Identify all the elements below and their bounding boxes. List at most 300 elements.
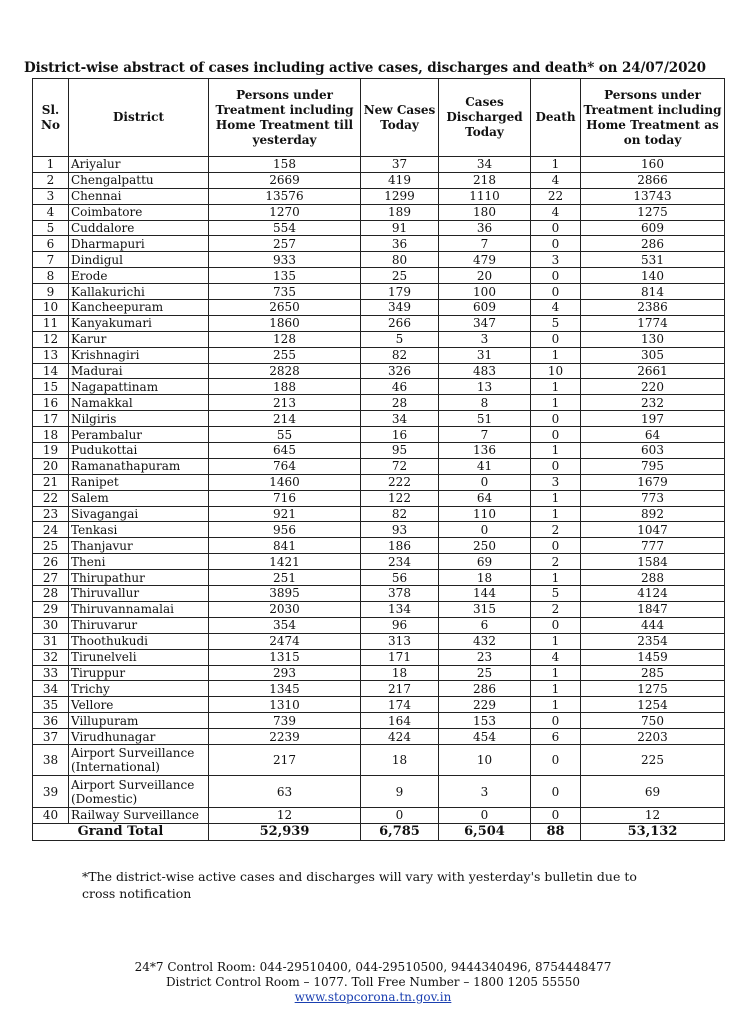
persons-today-cell: 531: [581, 252, 725, 268]
discharged-cell: 51: [439, 411, 531, 427]
persons-yesterday-cell: 1860: [209, 315, 361, 331]
discharged-cell: 31: [439, 347, 531, 363]
sl-no-cell: 4: [33, 204, 69, 220]
new-cases-cell: 36: [361, 236, 439, 252]
persons-yesterday-cell: 1421: [209, 554, 361, 570]
new-cases-cell: 93: [361, 522, 439, 538]
total-today: 53,132: [581, 823, 725, 840]
district-cell: Thiruvallur: [69, 586, 209, 602]
sl-no-cell: 8: [33, 268, 69, 284]
new-cases-cell: 122: [361, 490, 439, 506]
sl-no-cell: 32: [33, 649, 69, 665]
death-cell: 5: [531, 315, 581, 331]
district-cell: Sivagangai: [69, 506, 209, 522]
death-cell: 1: [531, 490, 581, 506]
discharged-cell: 1110: [439, 188, 531, 204]
death-cell: 10: [531, 363, 581, 379]
discharged-cell: 100: [439, 284, 531, 300]
persons-yesterday-cell: 3895: [209, 586, 361, 602]
persons-yesterday-cell: 63: [209, 776, 361, 808]
sl-no-cell: 28: [33, 586, 69, 602]
persons-today-cell: 12: [581, 807, 725, 823]
discharged-cell: 13: [439, 379, 531, 395]
district-cell: Tirunelveli: [69, 649, 209, 665]
death-cell: 4: [531, 204, 581, 220]
district-cell: Thanjavur: [69, 538, 209, 554]
grand-total-label: Grand Total: [33, 823, 209, 840]
table-row: [33, 379, 725, 395]
sl-no-cell: 23: [33, 506, 69, 522]
district-cell: Thiruvarur: [69, 617, 209, 633]
total-discharged: 6,504: [439, 823, 531, 840]
new-cases-cell: 56: [361, 570, 439, 586]
discharged-cell: 64: [439, 490, 531, 506]
sl-no-cell: 31: [33, 633, 69, 649]
sl-no-cell: 15: [33, 379, 69, 395]
discharged-cell: 250: [439, 538, 531, 554]
control-room-line: 24*7 Control Room: 044-29510400, 044-29510500, 9444340496, 8754448477: [134, 960, 612, 974]
discharged-cell: 286: [439, 681, 531, 697]
district-cell: Ranipet: [69, 474, 209, 490]
persons-today-cell: 69: [581, 776, 725, 808]
new-cases-cell: 164: [361, 713, 439, 729]
persons-yesterday-cell: 158: [209, 157, 361, 173]
persons-today-cell: 750: [581, 713, 725, 729]
district-cell: Thirupathur: [69, 570, 209, 586]
discharged-cell: 41: [439, 458, 531, 474]
persons-yesterday-cell: 188: [209, 379, 361, 395]
persons-yesterday-cell: 554: [209, 220, 361, 236]
persons-today-cell: 609: [581, 220, 725, 236]
district-cell: Nagapattinam: [69, 379, 209, 395]
district-cell: Salem: [69, 490, 209, 506]
new-cases-cell: 171: [361, 649, 439, 665]
district-cell: Chengalpattu: [69, 172, 209, 188]
death-cell: 4: [531, 300, 581, 316]
sl-no-cell: 26: [33, 554, 69, 570]
discharged-cell: 69: [439, 554, 531, 570]
district-control-line: District Control Room – 1077. Toll Free Number – 1800 1205 55550: [165, 975, 581, 989]
header-persons-yesterday: Persons under Treatment including Home Treatment till yesterday: [209, 79, 361, 157]
new-cases-cell: 179: [361, 284, 439, 300]
death-cell: 0: [531, 236, 581, 252]
new-cases-cell: 1299: [361, 188, 439, 204]
table-row: [33, 807, 725, 823]
table-header-row: [33, 79, 725, 157]
persons-today-cell: 1774: [581, 315, 725, 331]
table-row: [33, 570, 725, 586]
death-cell: 1: [531, 633, 581, 649]
death-cell: 1: [531, 506, 581, 522]
sl-no-cell: 14: [33, 363, 69, 379]
new-cases-cell: 222: [361, 474, 439, 490]
discharged-cell: 3: [439, 331, 531, 347]
death-cell: 0: [531, 411, 581, 427]
sl-no-cell: 33: [33, 665, 69, 681]
table-row: [33, 474, 725, 490]
death-cell: 2: [531, 601, 581, 617]
sl-no-cell: 3: [33, 188, 69, 204]
discharged-cell: 136: [439, 443, 531, 459]
discharged-cell: 218: [439, 172, 531, 188]
persons-today-cell: 2203: [581, 729, 725, 745]
district-cell: Dindigul: [69, 252, 209, 268]
new-cases-cell: 46: [361, 379, 439, 395]
new-cases-cell: 16: [361, 427, 439, 443]
persons-yesterday-cell: 716: [209, 490, 361, 506]
header-persons-today: Persons under Treatment including Home Treatment as on today: [581, 79, 725, 157]
persons-yesterday-cell: 55: [209, 427, 361, 443]
death-cell: 0: [531, 458, 581, 474]
persons-today-cell: 1679: [581, 474, 725, 490]
total-new: 6,785: [361, 823, 439, 840]
sl-no-cell: 2: [33, 172, 69, 188]
new-cases-cell: 419: [361, 172, 439, 188]
sl-no-cell: 17: [33, 411, 69, 427]
header-district: District: [69, 79, 209, 157]
discharged-cell: 609: [439, 300, 531, 316]
persons-yesterday-cell: 2030: [209, 601, 361, 617]
persons-yesterday-cell: 2828: [209, 363, 361, 379]
sl-no-cell: 38: [33, 744, 69, 776]
persons-yesterday-cell: 255: [209, 347, 361, 363]
table-row: [33, 157, 725, 173]
persons-yesterday-cell: 2474: [209, 633, 361, 649]
discharged-cell: 315: [439, 601, 531, 617]
sl-no-cell: 27: [33, 570, 69, 586]
table-row: [33, 427, 725, 443]
new-cases-cell: 37: [361, 157, 439, 173]
new-cases-cell: 189: [361, 204, 439, 220]
persons-today-cell: 777: [581, 538, 725, 554]
discharged-cell: 153: [439, 713, 531, 729]
persons-yesterday-cell: 1270: [209, 204, 361, 220]
persons-today-cell: 140: [581, 268, 725, 284]
persons-today-cell: 814: [581, 284, 725, 300]
sl-no-cell: 16: [33, 395, 69, 411]
district-cell: Thiruvannamalai: [69, 601, 209, 617]
discharged-cell: 144: [439, 586, 531, 602]
table-row: [33, 586, 725, 602]
death-cell: 0: [531, 268, 581, 284]
table-row: [33, 220, 725, 236]
page-title: District-wise abstract of cases including active cases, discharges and death* on 24/07/2020: [24, 60, 706, 76]
table-row: [33, 236, 725, 252]
persons-today-cell: 1047: [581, 522, 725, 538]
persons-today-cell: 232: [581, 395, 725, 411]
persons-today-cell: 1847: [581, 601, 725, 617]
persons-today-cell: 286: [581, 236, 725, 252]
discharged-cell: 432: [439, 633, 531, 649]
persons-today-cell: 130: [581, 331, 725, 347]
new-cases-cell: 80: [361, 252, 439, 268]
district-cell: Cuddalore: [69, 220, 209, 236]
sl-no-cell: 9: [33, 284, 69, 300]
district-cell: Villupuram: [69, 713, 209, 729]
persons-yesterday-cell: 764: [209, 458, 361, 474]
sl-no-cell: 36: [33, 713, 69, 729]
death-cell: 22: [531, 188, 581, 204]
table-row: [33, 315, 725, 331]
table-row: [33, 490, 725, 506]
sl-no-cell: 21: [33, 474, 69, 490]
table-row: [33, 300, 725, 316]
table-row: [33, 363, 725, 379]
new-cases-cell: 72: [361, 458, 439, 474]
death-cell: 4: [531, 172, 581, 188]
table-row: [33, 713, 725, 729]
persons-yesterday-cell: 1460: [209, 474, 361, 490]
death-cell: 1: [531, 697, 581, 713]
persons-yesterday-cell: 841: [209, 538, 361, 554]
new-cases-cell: 234: [361, 554, 439, 570]
district-cell: Ramanathapuram: [69, 458, 209, 474]
discharged-cell: 25: [439, 665, 531, 681]
persons-yesterday-cell: 735: [209, 284, 361, 300]
persons-yesterday-cell: 956: [209, 522, 361, 538]
district-cell: Theni: [69, 554, 209, 570]
district-cell: Tiruppur: [69, 665, 209, 681]
table-row: [33, 347, 725, 363]
sl-no-cell: 10: [33, 300, 69, 316]
death-cell: 1: [531, 157, 581, 173]
death-cell: 0: [531, 331, 581, 347]
new-cases-cell: 134: [361, 601, 439, 617]
sl-no-cell: 35: [33, 697, 69, 713]
discharged-cell: 7: [439, 427, 531, 443]
district-cell: Erode: [69, 268, 209, 284]
persons-today-cell: 444: [581, 617, 725, 633]
death-cell: 3: [531, 252, 581, 268]
table-row: [33, 744, 725, 776]
new-cases-cell: 266: [361, 315, 439, 331]
death-cell: 0: [531, 807, 581, 823]
website-link[interactable]: www.stopcorona.tn.gov.in: [294, 990, 452, 1004]
table-row: [33, 188, 725, 204]
discharged-cell: 180: [439, 204, 531, 220]
new-cases-cell: 217: [361, 681, 439, 697]
sl-no-cell: 11: [33, 315, 69, 331]
table-row: [33, 522, 725, 538]
death-cell: 2: [531, 554, 581, 570]
persons-today-cell: 603: [581, 443, 725, 459]
discharged-cell: 18: [439, 570, 531, 586]
sl-no-cell: 40: [33, 807, 69, 823]
table-row: [33, 204, 725, 220]
table-row: [33, 331, 725, 347]
new-cases-cell: 326: [361, 363, 439, 379]
death-cell: 0: [531, 713, 581, 729]
persons-today-cell: 305: [581, 347, 725, 363]
district-cell: Karur: [69, 331, 209, 347]
table-row: [33, 252, 725, 268]
persons-yesterday-cell: 213: [209, 395, 361, 411]
discharged-cell: 0: [439, 522, 531, 538]
total-death: 88: [531, 823, 581, 840]
district-cell: Chennai: [69, 188, 209, 204]
new-cases-cell: 82: [361, 506, 439, 522]
persons-today-cell: 773: [581, 490, 725, 506]
persons-yesterday-cell: 12: [209, 807, 361, 823]
death-cell: 0: [531, 776, 581, 808]
table-row: [33, 458, 725, 474]
persons-today-cell: 285: [581, 665, 725, 681]
table-row: [33, 665, 725, 681]
district-cell: Namakkal: [69, 395, 209, 411]
sl-no-cell: 5: [33, 220, 69, 236]
sl-no-cell: 37: [33, 729, 69, 745]
sl-no-cell: 22: [33, 490, 69, 506]
persons-today-cell: 225: [581, 744, 725, 776]
new-cases-cell: 349: [361, 300, 439, 316]
death-cell: 0: [531, 617, 581, 633]
district-cell: Kanyakumari: [69, 315, 209, 331]
persons-yesterday-cell: 933: [209, 252, 361, 268]
persons-yesterday-cell: 1315: [209, 649, 361, 665]
persons-yesterday-cell: 128: [209, 331, 361, 347]
sl-no-cell: 29: [33, 601, 69, 617]
discharged-cell: 36: [439, 220, 531, 236]
death-cell: 0: [531, 427, 581, 443]
persons-today-cell: 13743: [581, 188, 725, 204]
table-row: [33, 172, 725, 188]
table-row: [33, 411, 725, 427]
persons-yesterday-cell: 921: [209, 506, 361, 522]
sl-no-cell: 12: [33, 331, 69, 347]
new-cases-cell: 25: [361, 268, 439, 284]
new-cases-cell: 5: [361, 331, 439, 347]
new-cases-cell: 34: [361, 411, 439, 427]
district-cell: Ariyalur: [69, 157, 209, 173]
discharged-cell: 3: [439, 776, 531, 808]
district-cell: Railway Surveillance: [69, 807, 209, 823]
persons-today-cell: 2354: [581, 633, 725, 649]
persons-yesterday-cell: 293: [209, 665, 361, 681]
table-row: [33, 617, 725, 633]
death-cell: 4: [531, 649, 581, 665]
table-row: [33, 554, 725, 570]
table-row: [33, 538, 725, 554]
district-abstract-table: [32, 78, 725, 841]
district-cell: Thoothukudi: [69, 633, 209, 649]
discharged-cell: 23: [439, 649, 531, 665]
death-cell: 3: [531, 474, 581, 490]
table-row: [33, 601, 725, 617]
death-cell: 1: [531, 665, 581, 681]
persons-today-cell: 1275: [581, 681, 725, 697]
death-cell: 1: [531, 681, 581, 697]
persons-yesterday-cell: 354: [209, 617, 361, 633]
sl-no-cell: 30: [33, 617, 69, 633]
table-row: [33, 729, 725, 745]
footnote: *The district-wise active cases and discharges will vary with yesterday's bulletin due to cross notification: [82, 869, 637, 901]
discharged-cell: 8: [439, 395, 531, 411]
death-cell: 1: [531, 570, 581, 586]
discharged-cell: 479: [439, 252, 531, 268]
district-cell: Virudhunagar: [69, 729, 209, 745]
persons-yesterday-cell: 13576: [209, 188, 361, 204]
persons-yesterday-cell: 214: [209, 411, 361, 427]
persons-yesterday-cell: 135: [209, 268, 361, 284]
death-cell: 1: [531, 443, 581, 459]
district-cell: Tenkasi: [69, 522, 209, 538]
new-cases-cell: 91: [361, 220, 439, 236]
persons-today-cell: 160: [581, 157, 725, 173]
district-cell: Krishnagiri: [69, 347, 209, 363]
persons-today-cell: 1584: [581, 554, 725, 570]
total-yesterday: 52,939: [209, 823, 361, 840]
table-row: [33, 506, 725, 522]
discharged-cell: 6: [439, 617, 531, 633]
persons-yesterday-cell: 251: [209, 570, 361, 586]
header-new-cases: New Cases Today: [361, 79, 439, 157]
district-cell: Kallakurichi: [69, 284, 209, 300]
new-cases-cell: 18: [361, 744, 439, 776]
persons-today-cell: 220: [581, 379, 725, 395]
header-sl-no: Sl. No: [33, 79, 69, 157]
discharged-cell: 34: [439, 157, 531, 173]
district-cell: Coimbatore: [69, 204, 209, 220]
persons-yesterday-cell: 257: [209, 236, 361, 252]
persons-today-cell: 795: [581, 458, 725, 474]
death-cell: 6: [531, 729, 581, 745]
persons-today-cell: 1459: [581, 649, 725, 665]
sl-no-cell: 24: [33, 522, 69, 538]
district-cell: Dharmapuri: [69, 236, 209, 252]
contact-footer: [0, 960, 746, 1005]
sl-no-cell: 25: [33, 538, 69, 554]
district-cell: Nilgiris: [69, 411, 209, 427]
table-row: [33, 776, 725, 808]
death-cell: 0: [531, 220, 581, 236]
persons-yesterday-cell: 1345: [209, 681, 361, 697]
persons-today-cell: 197: [581, 411, 725, 427]
table-row: [33, 284, 725, 300]
new-cases-cell: 313: [361, 633, 439, 649]
persons-today-cell: 288: [581, 570, 725, 586]
persons-today-cell: 2866: [581, 172, 725, 188]
sl-no-cell: 13: [33, 347, 69, 363]
new-cases-cell: 9: [361, 776, 439, 808]
persons-yesterday-cell: 645: [209, 443, 361, 459]
sl-no-cell: 1: [33, 157, 69, 173]
table-row: [33, 697, 725, 713]
district-cell: Perambalur: [69, 427, 209, 443]
sl-no-cell: 20: [33, 458, 69, 474]
table-row: [33, 633, 725, 649]
sl-no-cell: 34: [33, 681, 69, 697]
district-cell: Airport Surveillance (International): [69, 744, 209, 776]
district-cell: Vellore: [69, 697, 209, 713]
death-cell: 1: [531, 347, 581, 363]
persons-yesterday-cell: 217: [209, 744, 361, 776]
discharged-cell: 0: [439, 474, 531, 490]
persons-today-cell: 1275: [581, 204, 725, 220]
sl-no-cell: 7: [33, 252, 69, 268]
header-discharged: Cases Discharged Today: [439, 79, 531, 157]
new-cases-cell: 424: [361, 729, 439, 745]
persons-yesterday-cell: 2650: [209, 300, 361, 316]
discharged-cell: 0: [439, 807, 531, 823]
death-cell: 1: [531, 395, 581, 411]
new-cases-cell: 28: [361, 395, 439, 411]
persons-yesterday-cell: 1310: [209, 697, 361, 713]
new-cases-cell: 95: [361, 443, 439, 459]
persons-today-cell: 64: [581, 427, 725, 443]
discharged-cell: 229: [439, 697, 531, 713]
discharged-cell: 110: [439, 506, 531, 522]
new-cases-cell: 96: [361, 617, 439, 633]
